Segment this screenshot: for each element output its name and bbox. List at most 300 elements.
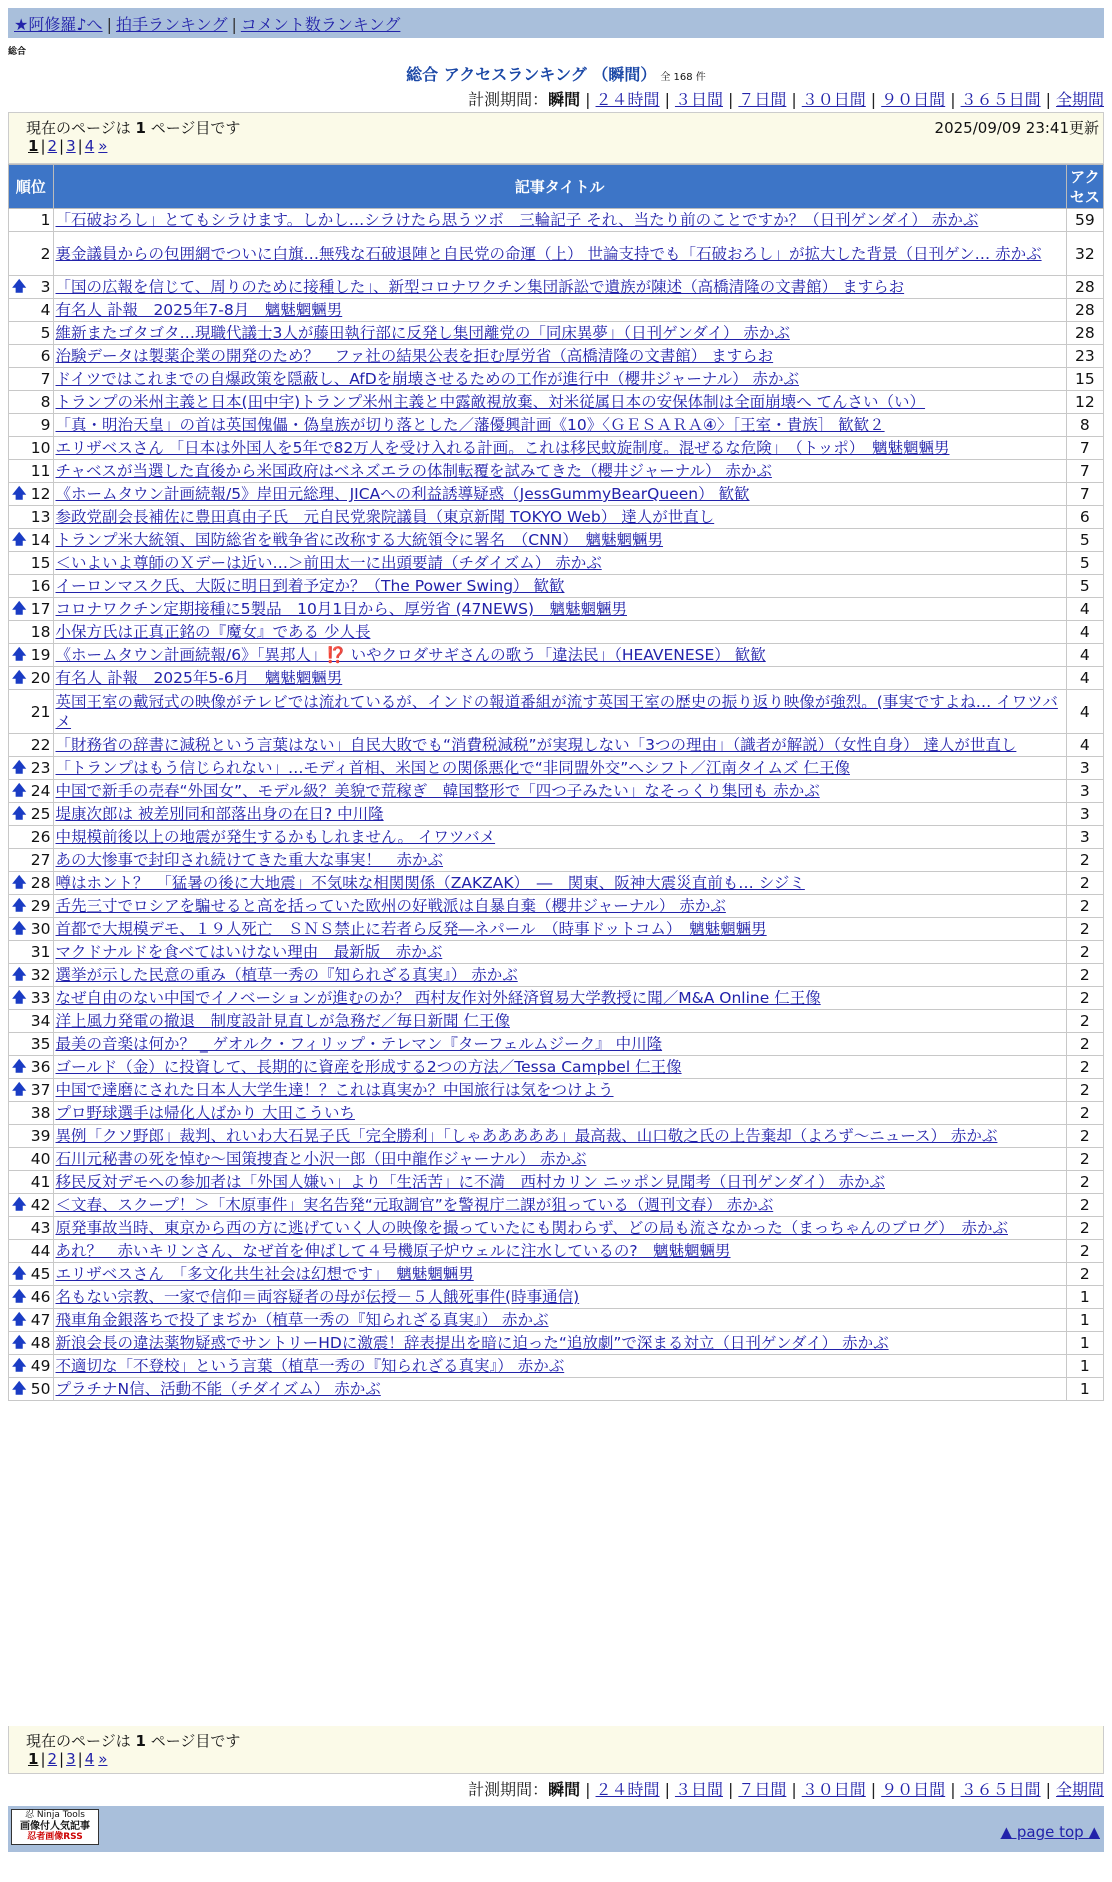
table-row bbox=[9, 598, 1104, 621]
title-cell bbox=[53, 276, 1066, 299]
article-link[interactable]: 不適切な「不登校」という言葉（植草一秀の『知られざる真実』） 赤かぶ bbox=[55, 1357, 565, 1375]
title-cell bbox=[53, 1332, 1066, 1355]
title-cell bbox=[53, 575, 1066, 598]
table-row bbox=[9, 1378, 1104, 1401]
pager-top bbox=[26, 137, 109, 155]
article-link[interactable]: 噂はホント？ 「猛暑の後に大地震」不気味な相関関係（ZAKZAK） ― 関東、阪神大震災直前も… シジミ bbox=[55, 874, 805, 892]
article-link[interactable]: 中規模前後以上の地震が発生するかもしれません。 イワツバメ bbox=[55, 828, 496, 846]
access-count: 2 bbox=[1066, 1194, 1103, 1217]
ninja-tools-logo[interactable] bbox=[11, 1809, 99, 1845]
title-cell bbox=[53, 826, 1066, 849]
title-cell bbox=[53, 1056, 1066, 1079]
access-count: 1 bbox=[1066, 1309, 1103, 1332]
page-title-text: 総合 アクセスランキング （瞬間） bbox=[406, 65, 657, 84]
table-row bbox=[9, 872, 1104, 895]
table-row bbox=[9, 1217, 1104, 1240]
period-link-2[interactable]: ７日間 bbox=[738, 1780, 787, 1799]
article-link[interactable]: 中国で新手の売春“外国女”、モデル級？美貌で荒稼ぎ 韓国整形で「四つ子みたい」なそっくり集団も 赤かぶ bbox=[55, 782, 820, 800]
rank-number: 20 bbox=[30, 669, 51, 687]
pager-next[interactable]: » bbox=[98, 137, 108, 155]
rank-number: 43 bbox=[30, 1219, 51, 1237]
access-count: 1 bbox=[1066, 1286, 1103, 1309]
up-arrow-icon: 🡅 bbox=[12, 1312, 27, 1328]
title-cell bbox=[53, 391, 1066, 414]
pager-next[interactable]: » bbox=[98, 1750, 108, 1768]
access-count: 7 bbox=[1066, 437, 1103, 460]
rank-cell bbox=[9, 322, 54, 345]
article-link[interactable]: 裏金議員からの包囲網でついに白旗…無残な石破退陣と自民党の命運（上） 世論支持でも「石破おろし」が拡大した背景（日刊ゲン… 赤かぶ bbox=[55, 244, 1042, 263]
title-cell bbox=[53, 1102, 1066, 1125]
pager-separator: | bbox=[77, 1750, 83, 1768]
rank-number: 48 bbox=[30, 1334, 51, 1352]
title-cell bbox=[53, 437, 1066, 460]
period-separator: | bbox=[950, 1780, 956, 1799]
article-link[interactable]: 異例「クソ野郎」裁判、れいわ大石晃子氏「完全勝利」「しゃあああああ」最高裁、山口敬之氏の上告棄却（よろず～ニュース） 赤かぶ bbox=[55, 1127, 998, 1145]
rank-number: 28 bbox=[30, 874, 51, 892]
page-number: 1 bbox=[135, 1732, 146, 1750]
rank-number: 16 bbox=[30, 577, 51, 595]
table-row bbox=[9, 1194, 1104, 1217]
rank-cell bbox=[9, 941, 54, 964]
rank-number: 50 bbox=[30, 1380, 51, 1398]
article-link[interactable]: なぜ自由のない中国でイノベーションが進むのか？ 西村友作対外経済貿易大学教授に聞／M&A Online 仁王像 bbox=[55, 989, 821, 1007]
rank-number: 8 bbox=[40, 393, 51, 411]
rank-cell bbox=[9, 552, 54, 575]
header-title: 記事タイトル bbox=[53, 165, 1066, 209]
article-link[interactable]: 洋上風力発電の撤退 制度設計見直しが急務だ／毎日新聞 仁王像 bbox=[55, 1012, 510, 1030]
article-link[interactable]: ドイツではこれまでの自爆政策を隠蔽し、AfDを崩壊させるための工作が進行中（櫻井ジャーナル） 赤かぶ bbox=[55, 370, 800, 388]
access-count: 23 bbox=[1066, 345, 1103, 368]
table-row bbox=[9, 299, 1104, 322]
article-link[interactable]: トランプ米大統領、国防総省を戦争省に改称する大統領令に署名 （CNN） 魑魅魍魎男 bbox=[55, 531, 664, 549]
title-cell bbox=[53, 1286, 1066, 1309]
ranking-body bbox=[9, 209, 1104, 1401]
article-link[interactable]: ゴールド（金）に投資して、長期的に資産を形成する2つの方法／Tessa Campbel 仁王像 bbox=[55, 1058, 682, 1076]
title-cell bbox=[53, 667, 1066, 690]
article-link[interactable]: 維新またゴタゴタ…現職代議士3人が藤田執行部に反発し集団離党の「同床異夢」（日刊ゲンダイ） 赤かぶ bbox=[55, 324, 790, 342]
access-count: 2 bbox=[1066, 1079, 1103, 1102]
rank-number: 23 bbox=[30, 759, 51, 777]
access-count: 2 bbox=[1066, 987, 1103, 1010]
title-cell bbox=[53, 849, 1066, 872]
rank-number: 44 bbox=[30, 1242, 51, 1260]
article-link[interactable]: チャベスが当選した直後から米国政府はベネズエラの体制転覆を試みてきた（櫻井ジャーナル） 赤かぶ bbox=[55, 462, 772, 480]
rank-cell bbox=[9, 1033, 54, 1056]
rank-number: 32 bbox=[30, 966, 51, 984]
page-number: 1 bbox=[135, 119, 146, 137]
page-text-pre: 現在のページは bbox=[26, 119, 131, 137]
article-link[interactable]: 舌先三寸でロシアを騙せると高を括っていた欧州の好戦派は自暴自棄（櫻井ジャーナル） 赤かぶ bbox=[55, 897, 726, 915]
access-count: 3 bbox=[1066, 826, 1103, 849]
up-arrow-icon: 🡅 bbox=[12, 783, 27, 799]
article-link[interactable]: ＜文春、スクープ！＞「木原事件」実名告発“元取調官”を警視庁二課が狙っている（週刊文春） 赤かぶ bbox=[55, 1196, 774, 1214]
access-count: 28 bbox=[1066, 299, 1103, 322]
period-separator: | bbox=[870, 1780, 877, 1799]
up-arrow-icon: 🡅 bbox=[12, 921, 27, 937]
article-link[interactable]: 新浪会長の違法薬物疑惑でサントリーHDに激震！辞表提出を暗に迫った“追放劇”で深まる対立（日刊ゲンダイ） 赤かぶ bbox=[55, 1334, 889, 1352]
rank-cell bbox=[9, 460, 54, 483]
title-cell bbox=[53, 1309, 1066, 1332]
page-title bbox=[8, 62, 1104, 85]
period-label: 計測期間： bbox=[468, 1780, 549, 1799]
rank-number: 5 bbox=[40, 324, 51, 342]
pager-page-4[interactable]: 4 bbox=[84, 1750, 95, 1768]
table-row bbox=[9, 1010, 1104, 1033]
rank-cell bbox=[9, 1171, 54, 1194]
up-arrow-icon: 🡅 bbox=[12, 279, 27, 295]
article-link[interactable]: 最美の音楽は何か？ _ ゲオルク・フィリップ・テレマン『ターフェルムジーク』 中川隆 bbox=[55, 1035, 663, 1053]
table-row bbox=[9, 483, 1104, 506]
up-arrow-icon: 🡅 bbox=[12, 806, 27, 822]
access-count: 5 bbox=[1066, 529, 1103, 552]
title-cell bbox=[53, 1125, 1066, 1148]
rank-number: 49 bbox=[30, 1357, 51, 1375]
rank-number: 36 bbox=[30, 1058, 51, 1076]
access-count: 2 bbox=[1066, 1217, 1103, 1240]
rank-cell bbox=[9, 1125, 54, 1148]
article-link[interactable]: あの大惨事で封印され続けてきた重大な事実！ 赤かぶ bbox=[55, 851, 444, 869]
rank-number: 41 bbox=[30, 1173, 51, 1191]
article-link[interactable]: 参政党副会長補佐に豊田真由子氏 元自民党衆院議員（東京新聞 TOKYO Web） 達人が世直し bbox=[55, 508, 715, 526]
article-link[interactable]: 英国王室の戴冠式の映像がテレビでは流れているが、インドの報道番組が流す英国王室の歴史の振り返り映像が強烈。(事実ですよね… イワツバメ bbox=[55, 692, 1058, 731]
title-cell bbox=[53, 1010, 1066, 1033]
table-row bbox=[9, 322, 1104, 345]
page-text-post: ページ目です bbox=[150, 1732, 241, 1750]
article-link[interactable]: 「石破おろし」とてもシラけます。しかし…シラけたら思うツボ 三輪記子 それ、当たり前のことですか？（日刊ゲンダイ） 赤かぶ bbox=[55, 211, 979, 229]
rank-cell bbox=[9, 803, 54, 826]
period-link-4[interactable]: ９０日間 bbox=[881, 90, 946, 109]
rank-cell bbox=[9, 667, 54, 690]
period-separator: | bbox=[1045, 1780, 1051, 1799]
comment-ranking-link[interactable]: コメント数ランキング bbox=[240, 15, 401, 34]
access-count: 4 bbox=[1066, 598, 1103, 621]
up-arrow-icon: 🡅 bbox=[12, 1059, 27, 1075]
up-arrow-icon: 🡅 bbox=[12, 875, 27, 891]
pager-separator: | bbox=[59, 1750, 65, 1768]
period-current: 瞬間 bbox=[548, 90, 581, 109]
access-count: 4 bbox=[1066, 644, 1103, 667]
up-arrow-icon: 🡅 bbox=[12, 1335, 27, 1351]
pager-page-1[interactable]: 1 bbox=[28, 1750, 39, 1768]
table-row bbox=[9, 849, 1104, 872]
period-link-5[interactable]: ３６５日間 bbox=[960, 1780, 1041, 1799]
rank-cell bbox=[9, 1079, 54, 1102]
pager-page-4[interactable]: 4 bbox=[84, 137, 95, 155]
article-link[interactable]: 「トランプはもう信じられない」…モディ首相、米国との関係悪化で“非同盟外交”へシフト／江南タイムズ 仁王像 bbox=[55, 759, 850, 777]
access-count: 1 bbox=[1066, 1355, 1103, 1378]
access-count: 2 bbox=[1066, 849, 1103, 872]
title-cell bbox=[53, 757, 1066, 780]
rank-cell bbox=[9, 1217, 54, 1240]
article-link[interactable]: 「国の広報を信じて、周りのために接種した」、新型コロナワクチン集団訴訟で遺族が陳述（高橋清隆の文書館） ますらお bbox=[55, 278, 905, 296]
period-separator: | bbox=[664, 90, 670, 109]
article-link[interactable]: あれ？ 赤いキリンさん、なぜ首を伸ばして４号機原子炉ウェルに注水しているの? 魑魅魍魎男 bbox=[55, 1242, 731, 1260]
period-link-0[interactable]: ２４時間 bbox=[595, 90, 660, 109]
article-link[interactable]: 「真・明治天皇」の首は英国傀儡・偽皇族が切り落とした／藩優興計画《10》〈ＧＥＳＡＲＡ④〉［王室・貴族］ 歓歓２ bbox=[55, 416, 885, 434]
rank-number: 19 bbox=[30, 646, 51, 664]
rank-number: 2 bbox=[40, 244, 51, 263]
rank-number: 13 bbox=[30, 508, 51, 526]
period-link-5[interactable]: ３６５日間 bbox=[960, 90, 1041, 109]
up-arrow-icon: 🡅 bbox=[12, 760, 27, 776]
title-cell bbox=[53, 803, 1066, 826]
table-row bbox=[9, 964, 1104, 987]
period-separator: | bbox=[727, 1780, 734, 1799]
article-link[interactable]: ＜いよいよ尊師のＸデーは近い…＞前田太一に出頭要請（チダイズム） 赤かぶ bbox=[55, 554, 602, 572]
title-cell bbox=[53, 872, 1066, 895]
rank-number: 17 bbox=[30, 600, 51, 618]
title-cell bbox=[53, 1240, 1066, 1263]
rank-cell bbox=[9, 849, 54, 872]
title-cell bbox=[53, 780, 1066, 803]
nav-separator: | bbox=[231, 15, 237, 34]
article-link[interactable]: 石川元秘書の死を悼む～国策捜査と小沢一郎（田中龍作ジャーナル） 赤かぶ bbox=[55, 1150, 587, 1168]
pager-page-3[interactable]: 3 bbox=[66, 137, 76, 155]
access-count: 6 bbox=[1066, 506, 1103, 529]
rank-cell bbox=[9, 506, 54, 529]
access-count: 3 bbox=[1066, 780, 1103, 803]
rank-number: 46 bbox=[30, 1288, 51, 1306]
article-link[interactable]: エリザベスさん 「日本は外国人を5年で82万人を受け入れる計画。これは移民蚊旋制度。混ぜるな危険」 （トッポ） 魑魅魍魎男 bbox=[55, 439, 950, 457]
rank-cell bbox=[9, 209, 54, 232]
article-link[interactable]: 治験データは製薬企業の開発のため？ ファ社の結果公表を拒む厚労省（高橋清隆の文書館） ますらお bbox=[55, 347, 774, 365]
title-cell bbox=[53, 1033, 1066, 1056]
article-link[interactable]: 選挙が示した民意の重み（植草一秀の『知られざる真実』） 赤かぶ bbox=[55, 966, 518, 984]
table-row bbox=[9, 232, 1104, 276]
period-separator: | bbox=[585, 1780, 591, 1799]
title-cell bbox=[53, 483, 1066, 506]
table-row bbox=[9, 1125, 1104, 1148]
table-row bbox=[9, 1102, 1104, 1125]
period-link-1[interactable]: ３日間 bbox=[674, 90, 723, 109]
rank-cell bbox=[9, 1010, 54, 1033]
article-link[interactable]: イーロンマスク氏、大阪に明日到着予定か？（The Power Swing） 歓歓 bbox=[55, 577, 565, 595]
access-count: 2 bbox=[1066, 1033, 1103, 1056]
updated-timestamp: 2025/09/09 23:41更新 bbox=[934, 119, 1099, 137]
table-row bbox=[9, 1033, 1104, 1056]
rank-cell bbox=[9, 1378, 54, 1401]
title-cell bbox=[53, 552, 1066, 575]
rank-cell bbox=[9, 345, 54, 368]
page-text-post: ページ目です bbox=[150, 119, 241, 137]
pager-page-2[interactable]: 2 bbox=[47, 137, 58, 155]
article-link[interactable]: マクドナルドを食べてはいけない理由 最新版 赤かぶ bbox=[55, 943, 443, 961]
nav-separator: | bbox=[106, 15, 112, 34]
title-cell bbox=[53, 734, 1066, 757]
article-link[interactable]: プロ野球選手は帰化人ばかり 大田こういち bbox=[55, 1104, 355, 1122]
period-link-3[interactable]: ３０日間 bbox=[801, 90, 866, 109]
table-row bbox=[9, 895, 1104, 918]
rank-number: 42 bbox=[30, 1196, 51, 1214]
rank-number: 27 bbox=[30, 851, 51, 869]
rank-cell bbox=[9, 368, 54, 391]
article-link[interactable]: 飛車角金銀落ちで投了まぢか（植草一秀の『知られざる真実』） 赤かぶ bbox=[55, 1311, 549, 1329]
rank-number: 9 bbox=[40, 416, 51, 434]
article-link[interactable]: 「財務省の辞書に減税という言葉はない」自民大敗でも“消費税減税”が実現しない「3つの理由」（識者が解説）（女性自身） 達人が世直し bbox=[55, 736, 1017, 754]
rank-cell bbox=[9, 529, 54, 552]
access-count: 7 bbox=[1066, 460, 1103, 483]
period-link-6[interactable]: 全期間 bbox=[1055, 1780, 1104, 1799]
rank-number: 35 bbox=[30, 1035, 51, 1053]
rank-number: 11 bbox=[30, 462, 51, 480]
access-count: 3 bbox=[1066, 803, 1103, 826]
table-row bbox=[9, 644, 1104, 667]
table-row bbox=[9, 780, 1104, 803]
title-cell bbox=[53, 299, 1066, 322]
page-top-link[interactable]: ▲ page top ▲ bbox=[1000, 1823, 1100, 1841]
access-count: 8 bbox=[1066, 414, 1103, 437]
table-row bbox=[9, 391, 1104, 414]
rank-number: 10 bbox=[30, 439, 51, 457]
access-count: 4 bbox=[1066, 734, 1103, 757]
rank-number: 18 bbox=[30, 623, 51, 641]
period-link-2[interactable]: ７日間 bbox=[738, 90, 787, 109]
title-cell bbox=[53, 1355, 1066, 1378]
logo-mid-text: 画像付人気記事 bbox=[20, 1821, 90, 1832]
access-count: 28 bbox=[1066, 322, 1103, 345]
article-link[interactable]: プラチナN信、活動不能（チダイズム） 赤かぶ bbox=[55, 1380, 381, 1398]
title-cell bbox=[53, 460, 1066, 483]
rank-number: 45 bbox=[30, 1265, 51, 1283]
pager-page-2[interactable]: 2 bbox=[47, 1750, 58, 1768]
access-count: 12 bbox=[1066, 391, 1103, 414]
title-cell bbox=[53, 918, 1066, 941]
article-link[interactable]: 首都で大規模デモ、１９人死亡 ＳＮＳ禁止に若者ら反発―ネパール （時事ドットコム） 魑魅魍魎男 bbox=[55, 920, 767, 938]
rank-cell bbox=[9, 437, 54, 460]
table-row bbox=[9, 345, 1104, 368]
article-link[interactable]: 移民反対デモへの参加者は「外国人嫌い」より「生活苦」に不満 西村カリン ニッポン見聞考（日刊ゲンダイ） 赤かぶ bbox=[55, 1173, 886, 1191]
table-row bbox=[9, 460, 1104, 483]
article-link[interactable]: 堤康次郎は 被差別同和部落出身の在日? 中川隆 bbox=[55, 805, 384, 823]
article-link[interactable]: コロナワクチン定期接種に5製品 10月1日から、厚労省 (47NEWS) 魑魅魍魎男 bbox=[55, 600, 627, 618]
table-row bbox=[9, 552, 1104, 575]
period-link-4[interactable]: ９０日間 bbox=[881, 1780, 946, 1799]
title-cell bbox=[53, 1378, 1066, 1401]
pager-page-3[interactable]: 3 bbox=[66, 1750, 76, 1768]
up-arrow-icon: 🡅 bbox=[12, 898, 27, 914]
table-row bbox=[9, 941, 1104, 964]
table-row bbox=[9, 437, 1104, 460]
table-row bbox=[9, 1263, 1104, 1286]
table-row bbox=[9, 1079, 1104, 1102]
article-link[interactable]: 原発事故当時、東京から西の方に逃げていく人の映像を撮っていたにも関わらず、どの局も流さなかった（まっちゃんのブログ） 赤かぶ bbox=[55, 1219, 1008, 1237]
period-selector-bottom bbox=[8, 1777, 1104, 1800]
period-link-3[interactable]: ３０日間 bbox=[801, 1780, 866, 1799]
access-count: 4 bbox=[1066, 667, 1103, 690]
access-count: 5 bbox=[1066, 575, 1103, 598]
ranking-table bbox=[8, 164, 1104, 1401]
rank-cell bbox=[9, 414, 54, 437]
table-row bbox=[9, 414, 1104, 437]
period-separator: | bbox=[664, 1780, 670, 1799]
rank-number: 29 bbox=[30, 897, 51, 915]
period-link-0[interactable]: ２４時間 bbox=[595, 1780, 660, 1799]
up-arrow-icon: 🡅 bbox=[12, 647, 27, 663]
logo-top-text: 忍 Ninja Tools bbox=[25, 1810, 85, 1820]
page-info-bottom bbox=[8, 1726, 1104, 1774]
article-link[interactable]: 《ホームタウン計画続報/5》岸田元総理、JICAへの利益誘導疑惑（JessGummyBearQueen） 歓歓 bbox=[55, 485, 750, 503]
title-cell bbox=[53, 209, 1066, 232]
period-link-1[interactable]: ３日間 bbox=[674, 1780, 723, 1799]
article-link[interactable]: 名もない宗教、一家で信仰＝両容疑者の母が伝授－５人餓死事件(時事通信) bbox=[55, 1288, 580, 1306]
period-current: 瞬間 bbox=[548, 1780, 581, 1799]
header-rank: 順位 bbox=[9, 165, 54, 209]
table-row bbox=[9, 1332, 1104, 1355]
up-arrow-icon: 🡅 bbox=[12, 1381, 27, 1397]
up-arrow-icon: 🡅 bbox=[12, 486, 27, 502]
period-separator: | bbox=[950, 90, 956, 109]
rank-number: 1 bbox=[40, 211, 51, 229]
title-cell bbox=[53, 1148, 1066, 1171]
table-row bbox=[9, 667, 1104, 690]
period-separator: | bbox=[870, 90, 877, 109]
rank-cell bbox=[9, 598, 54, 621]
title-cell bbox=[53, 941, 1066, 964]
home-link[interactable]: ★阿修羅♪へ bbox=[14, 15, 103, 34]
article-link[interactable]: 中国で達磨にされた日本人大学生達！？これは真実か？中国旅行は気をつけよう bbox=[55, 1081, 614, 1099]
rank-number: 26 bbox=[30, 828, 51, 846]
access-count: 4 bbox=[1066, 690, 1103, 734]
title-cell bbox=[53, 895, 1066, 918]
rank-number: 4 bbox=[40, 301, 51, 319]
rank-cell bbox=[9, 1148, 54, 1171]
title-cell bbox=[53, 644, 1066, 667]
applause-ranking-link[interactable]: 拍手ランキング bbox=[115, 15, 228, 34]
header-access: アクセス bbox=[1066, 165, 1103, 209]
pager-bottom bbox=[26, 1750, 109, 1768]
article-link[interactable]: 小保方氏は正真正銘の『魔女』である 少人長 bbox=[55, 623, 371, 641]
access-count: 3 bbox=[1066, 757, 1103, 780]
pager-page-1[interactable]: 1 bbox=[28, 137, 39, 155]
article-link[interactable]: 《ホームタウン計画続報/6》「異邦人」⁉️ いやクロダサギさんの歌う「違法民」（HEAVENESE） 歓歓 bbox=[55, 646, 766, 664]
title-cell bbox=[53, 964, 1066, 987]
table-row bbox=[9, 1355, 1104, 1378]
table-row bbox=[9, 1171, 1104, 1194]
rank-cell bbox=[9, 780, 54, 803]
rank-number: 6 bbox=[40, 347, 51, 365]
access-count: 5 bbox=[1066, 552, 1103, 575]
rank-cell bbox=[9, 1355, 54, 1378]
rank-cell bbox=[9, 690, 54, 734]
rank-number: 30 bbox=[30, 920, 51, 938]
title-cell bbox=[53, 1263, 1066, 1286]
rank-number: 21 bbox=[30, 702, 51, 721]
access-count: 28 bbox=[1066, 276, 1103, 299]
up-arrow-icon: 🡅 bbox=[12, 1082, 27, 1098]
title-cell bbox=[53, 322, 1066, 345]
table-row bbox=[9, 276, 1104, 299]
article-link[interactable]: 有名人 訃報 2025年5-6月 魑魅魍魎男 bbox=[55, 669, 343, 687]
access-count: 15 bbox=[1066, 368, 1103, 391]
rank-cell bbox=[9, 276, 54, 299]
access-count: 32 bbox=[1066, 232, 1103, 276]
access-count: 59 bbox=[1066, 209, 1103, 232]
table-row bbox=[9, 1286, 1104, 1309]
title-cell bbox=[53, 621, 1066, 644]
article-link[interactable]: エリザベスさん 「多文化共生社会は幻想です」 魑魅魍魎男 bbox=[55, 1265, 474, 1283]
article-link[interactable]: 有名人 訃報 2025年7-8月 魑魅魍魎男 bbox=[55, 301, 343, 319]
period-separator: | bbox=[791, 90, 797, 109]
rank-cell bbox=[9, 483, 54, 506]
access-count: 2 bbox=[1066, 1102, 1103, 1125]
rank-cell bbox=[9, 1286, 54, 1309]
period-separator: | bbox=[1045, 90, 1051, 109]
article-link[interactable]: トランプの米州主義と日本(田中宇)トランプ米州主義と中露敵視放棄、対米従属日本の安保体制は全面崩壊へ てんさい（い） bbox=[55, 393, 926, 411]
access-count: 2 bbox=[1066, 1263, 1103, 1286]
table-row bbox=[9, 506, 1104, 529]
period-separator: | bbox=[585, 90, 591, 109]
period-link-6[interactable]: 全期間 bbox=[1055, 90, 1104, 109]
